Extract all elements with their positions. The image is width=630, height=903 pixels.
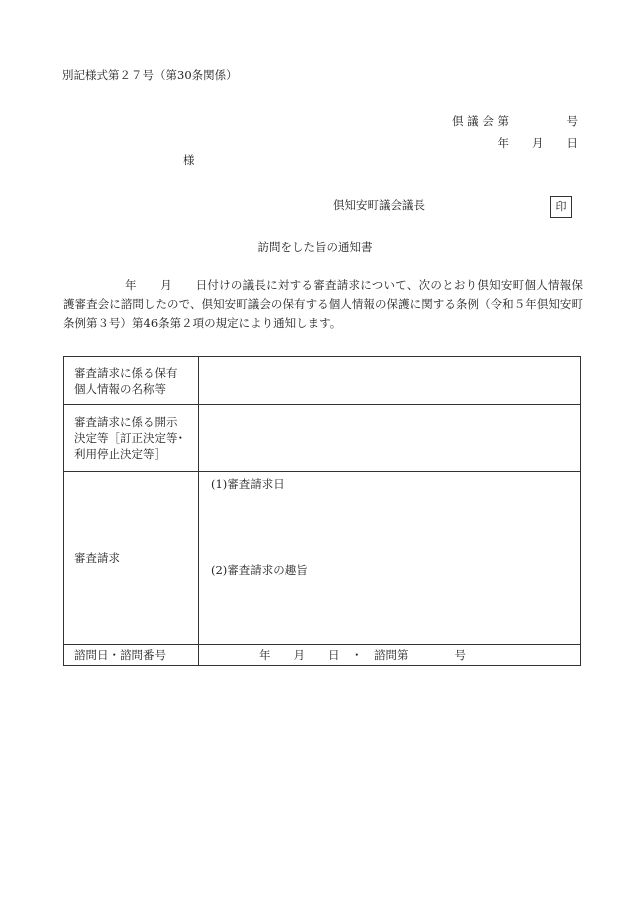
row-label-info-name: 審査請求に係る保有個人情報の名称等	[64, 357, 199, 405]
table-row	[64, 405, 581, 472]
row-label-consultation: 諮問日・諮問番号	[64, 645, 199, 666]
request-purpose-label: (2)審査請求の趣旨	[211, 563, 308, 577]
addressee-honorific: 様	[183, 153, 195, 167]
request-details	[209, 472, 570, 644]
reference-number-line: 倶 議 会 第 号	[452, 114, 578, 128]
table-row	[64, 357, 581, 405]
sender-title: 倶知安町議会議長	[333, 198, 425, 212]
info-table	[63, 356, 581, 666]
reference-block	[452, 110, 578, 154]
table-row	[64, 645, 581, 666]
table-row	[64, 472, 581, 645]
row-label-request: 審査請求	[64, 472, 199, 645]
row-value-consultation	[199, 645, 581, 666]
consultation-date-number: 年 月 日 ・ 諮問第 号	[259, 648, 466, 662]
row-value-request	[199, 472, 581, 645]
seal-box: 印	[550, 196, 572, 218]
body-paragraph: 年 月 日付けの議長に対する審査請求について、次のとおり倶知安町個人情報保護審査会に諮問したので、倶知安町議会の保有する個人情報の保護に関する条例（令和５年倶知安町条例第３号）第46条第２項の規定により通知します。	[63, 278, 583, 330]
request-date-label: (1)審査請求日	[211, 477, 285, 491]
form-number: 別記様式第２７号（第30条関係）	[62, 68, 238, 82]
date-line: 年 月 日	[497, 136, 578, 150]
document-title: 訪問をした旨の通知書	[257, 240, 373, 254]
row-value-disclosure-decision	[199, 405, 581, 472]
row-value-info-name	[199, 357, 581, 405]
row-label-disclosure-decision: 審査請求に係る開示決定等［訂正決定等･利用停止決定等］	[64, 405, 199, 472]
